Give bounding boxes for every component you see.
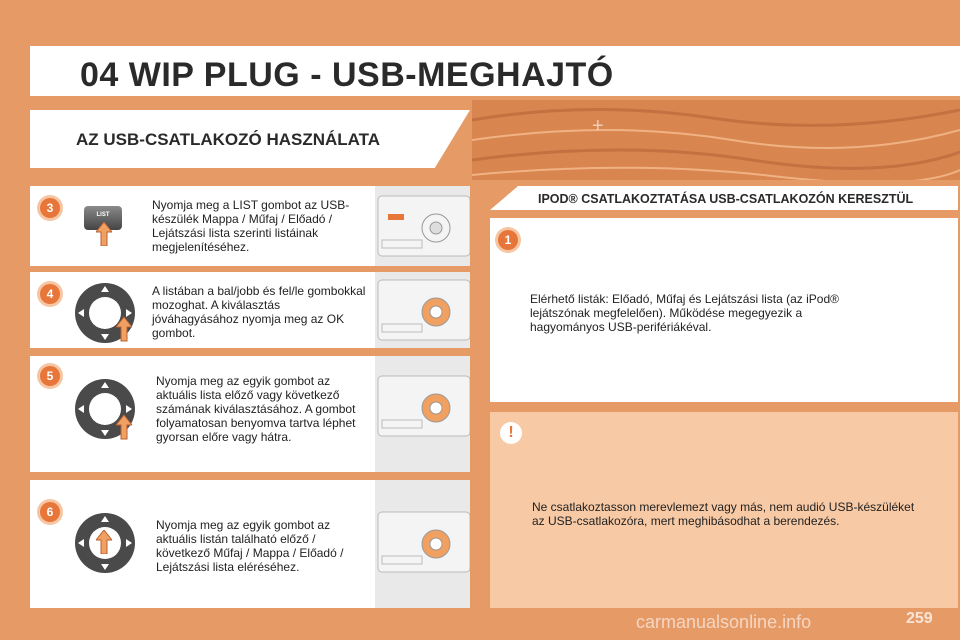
step-badge-6: 6 [40,502,60,522]
step-badge-3: 3 [40,198,60,218]
press-arrow-icon [116,414,132,440]
press-arrow-icon [96,222,112,246]
warning-text: Ne csatlakoztasson merevlemezt vagy más, nem audió USB-készüléket az USB-csatlakozóra, mert meghibásodhat a berendezés. [532,500,915,528]
step-badge-5: 5 [40,366,60,386]
radio-unit-illustration [376,372,470,440]
step-text-5: Nyomja meg az egyik gombot az aktuális lista előző vagy következő számának kiválasztásához. A gombot folyamatosan benyomva tartva léphet gyorsan előre vagy hátra. [156,374,356,444]
step-text-3: Nyomja meg a LIST gombot az USB-készülék Mappa / Műfaj / Előadó / Lejátszási lista szerinti listáinak megjelenítéséhez. [152,198,350,254]
radio-unit-illustration [376,276,470,344]
page-number: 259 [906,610,933,627]
ipod-badge: 1 [498,230,518,250]
section-subtitle: AZ USB-CSATLAKOZÓ HASZNÁLATA [76,130,381,149]
watermark: carmanualsonline.info [636,612,812,632]
step-text-4: A listában a bal/jobb és fel/le gombokkal mozoghat. A kiválasztás jóváhagyásához nyomja meg az OK gombot. [152,284,366,340]
radio-unit-illustration [376,192,470,260]
step-badge-4: 4 [40,284,60,304]
press-arrow-icon [116,316,132,342]
step-text-6: Nyomja meg az egyik gombot az aktuális listán található előző / következő Műfaj / Mappa / Előadó / Lejátszási lista eléréséhez. [156,518,344,574]
page-title: 04 WIP PLUG - USB-MEGHAJTÓ [80,56,614,94]
svg-text:+: + [592,115,604,137]
warning-icon: ! [500,422,522,444]
radio-unit-illustration [376,508,470,576]
press-arrow-icon [96,530,112,554]
ipod-section-title: IPOD® CSATLAKOZTATÁSA USB-CSATLAKOZÓN KERESZTÜL [538,192,914,206]
ipod-text: Elérhető listák: Előadó, Műfaj és Lejátszási lista (az iPod® lejátszónak megfelelően). Működése megegyezik a hagyományos USB-perifériákéval. [530,292,839,334]
list-button-icon: LIST [84,206,122,230]
decorative-wave-strip [472,100,960,180]
